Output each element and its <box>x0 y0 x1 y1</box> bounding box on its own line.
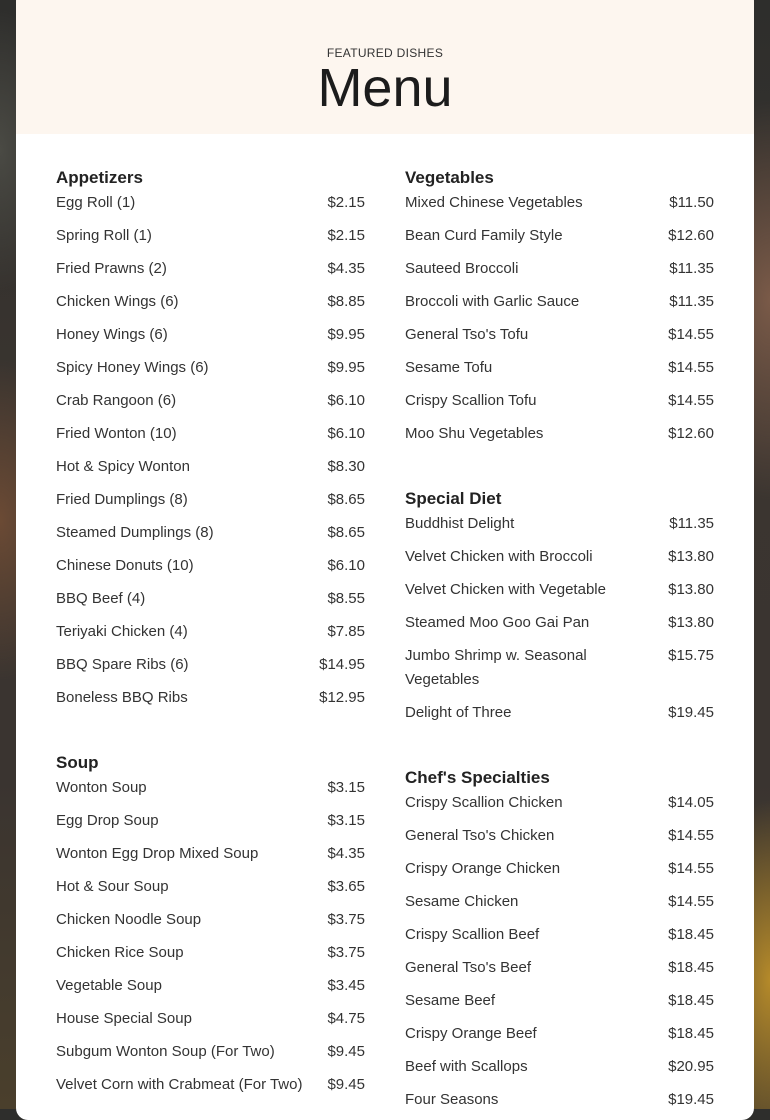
menu-item-name: Buddhist Delight <box>405 515 515 532</box>
menu-item-name: Teriyaki Chicken (4) <box>56 623 188 640</box>
menu-item-price: $18.45 <box>668 926 714 943</box>
menu-item-price: $13.80 <box>668 614 714 631</box>
menu-item-name: Honey Wings (6) <box>56 326 168 343</box>
menu-item-name: Egg Drop Soup <box>56 812 159 829</box>
menu-item-price: $7.85 <box>327 623 365 640</box>
menu-item-name: Moo Shu Vegetables <box>405 425 544 442</box>
menu-item <box>56 1040 365 1073</box>
menu-item-name: Wonton Egg Drop Mixed Soup <box>56 845 259 862</box>
menu-columns <box>56 134 714 1120</box>
menu-item-name: Hot & Sour Soup <box>56 878 169 895</box>
menu-item-name: Hot & Spicy Wonton <box>56 458 190 475</box>
menu-item-price: $3.75 <box>327 911 365 928</box>
menu-item-price: $8.30 <box>327 458 365 475</box>
menu-item-name: Velvet Chicken with Broccoli <box>405 548 593 565</box>
menu-item <box>405 824 714 857</box>
menu-item-price: $6.10 <box>327 557 365 574</box>
menu-item-name: Fried Prawns (2) <box>56 260 167 277</box>
menu-item-price: $6.10 <box>327 425 365 442</box>
menu-header <box>16 0 754 134</box>
menu-item-name: Velvet Chicken with Vegetable <box>405 581 606 598</box>
menu-item-name: Fried Wonton (10) <box>56 425 177 442</box>
menu-item-price: $18.45 <box>668 992 714 1009</box>
menu-item <box>405 290 714 323</box>
menu-item-price: $18.45 <box>668 1025 714 1042</box>
menu-item <box>405 389 714 422</box>
menu-item-price: $8.65 <box>327 491 365 508</box>
menu-item-price: $11.35 <box>669 293 714 310</box>
menu-item-name: Chicken Wings (6) <box>56 293 179 310</box>
menu-item-name: Sauteed Broccoli <box>405 260 519 277</box>
menu-item-name: Sesame Tofu <box>405 359 493 376</box>
menu-section-special-diet <box>405 488 714 734</box>
menu-item-name: Crispy Orange Chicken <box>405 860 561 877</box>
menu-item-price: $3.75 <box>327 944 365 961</box>
menu-item-name: Spicy Honey Wings (6) <box>56 359 209 376</box>
menu-item <box>405 644 714 701</box>
menu-item-name: BBQ Spare Ribs (6) <box>56 656 189 673</box>
menu-section-vegetables <box>405 167 714 455</box>
menu-item-name: Sesame Beef <box>405 992 496 1009</box>
menu-item-price: $2.15 <box>327 194 365 211</box>
menu-item <box>405 191 714 224</box>
menu-item-name: House Special Soup <box>56 1010 192 1027</box>
menu-item <box>56 974 365 1007</box>
menu-item-name: Delight of Three <box>405 704 512 721</box>
menu-item-name: Crispy Scallion Beef <box>405 926 540 943</box>
menu-item-name: General Tso's Tofu <box>405 326 529 343</box>
menu-item-price: $6.10 <box>327 392 365 409</box>
menu-item-price: $4.75 <box>327 1010 365 1027</box>
section-title: Vegetables <box>405 168 494 187</box>
menu-item-price: $2.15 <box>327 227 365 244</box>
menu-item-price: $4.35 <box>327 260 365 277</box>
section-title: Special Diet <box>405 489 502 508</box>
menu-item-name: Sesame Chicken <box>405 893 519 910</box>
menu-item-name: Crispy Scallion Tofu <box>405 392 537 409</box>
menu-item-name: Mixed Chinese Vegetables <box>405 194 583 211</box>
menu-section-chef-s-specialties <box>405 767 714 1120</box>
menu-item <box>56 389 365 422</box>
menu-item <box>56 809 365 842</box>
menu-item <box>56 356 365 389</box>
menu-item <box>56 941 365 974</box>
menu-item-price: $13.80 <box>668 548 714 565</box>
menu-item-name: Fried Dumplings (8) <box>56 491 188 508</box>
menu-item <box>56 455 365 488</box>
menu-item <box>56 1007 365 1040</box>
menu-item-price: $9.95 <box>327 359 365 376</box>
menu-item <box>405 989 714 1022</box>
menu-item <box>56 587 365 620</box>
menu-item-price: $18.45 <box>668 959 714 976</box>
menu-item-price: $3.15 <box>327 812 365 829</box>
menu-item <box>56 422 365 455</box>
menu-item-price: $20.95 <box>668 1058 714 1075</box>
menu-item-price: $14.95 <box>319 656 365 673</box>
menu-item-price: $19.45 <box>668 704 714 721</box>
menu-section-appetizers <box>56 167 365 719</box>
menu-item <box>56 224 365 257</box>
menu-item-price: $9.95 <box>327 326 365 343</box>
menu-item-price: $11.35 <box>669 260 714 277</box>
menu-card <box>16 0 754 1120</box>
menu-item-price: $14.05 <box>668 794 714 811</box>
menu-item <box>56 875 365 908</box>
menu-item-price: $14.55 <box>668 326 714 343</box>
menu-item <box>405 422 714 455</box>
menu-item-price: $12.60 <box>668 425 714 442</box>
menu-item-name: Boneless BBQ Ribs <box>56 689 188 706</box>
menu-item-name: Steamed Moo Goo Gai Pan <box>405 614 590 631</box>
menu-item-price: $14.55 <box>668 359 714 376</box>
menu-item <box>405 545 714 578</box>
menu-item-price: $9.45 <box>327 1076 365 1093</box>
menu-item <box>405 512 714 545</box>
menu-item-price: $15.75 <box>668 647 714 664</box>
menu-item-price: $3.45 <box>327 977 365 994</box>
menu-item-name: Jumbo Shrimp w. Seasonal Vegetables <box>405 647 587 688</box>
menu-item <box>405 791 714 824</box>
menu-item-price: $19.45 <box>668 1091 714 1108</box>
menu-column-left <box>56 134 365 1120</box>
menu-item-name: Four Seasons <box>405 1091 499 1108</box>
menu-item-name: Crispy Orange Beef <box>405 1025 537 1042</box>
menu-item-name: Vegetable Soup <box>56 977 162 994</box>
menu-item <box>56 191 365 224</box>
menu-item <box>405 323 714 356</box>
menu-item <box>56 323 365 356</box>
menu-item-name: Beef with Scallops <box>405 1058 528 1075</box>
menu-item <box>405 611 714 644</box>
menu-item-price: $11.50 <box>669 194 714 211</box>
menu-item <box>405 701 714 734</box>
menu-item-name: Spring Roll (1) <box>56 227 152 244</box>
menu-section-soup <box>56 752 365 1106</box>
menu-item-name: BBQ Beef (4) <box>56 590 146 607</box>
menu-item <box>56 1073 365 1106</box>
menu-item-price: $8.85 <box>327 293 365 310</box>
menu-item-name: Chinese Donuts (10) <box>56 557 194 574</box>
menu-item <box>56 842 365 875</box>
menu-item <box>56 620 365 653</box>
section-title: Soup <box>56 753 99 772</box>
menu-item <box>405 356 714 389</box>
menu-item-price: $3.65 <box>327 878 365 895</box>
menu-item-price: $12.60 <box>668 227 714 244</box>
menu-item-price: $3.15 <box>327 779 365 796</box>
menu-item <box>56 686 365 719</box>
menu-item-name: Steamed Dumplings (8) <box>56 524 214 541</box>
menu-item <box>56 776 365 809</box>
menu-item-price: $9.45 <box>327 1043 365 1060</box>
menu-item-price: $14.55 <box>668 827 714 844</box>
menu-item-name: General Tso's Chicken <box>405 827 555 844</box>
menu-item <box>405 923 714 956</box>
menu-item-price: $11.35 <box>669 515 714 532</box>
menu-item <box>405 956 714 989</box>
featured-dishes-label: FEATURED DISHES <box>326 46 444 60</box>
menu-item <box>405 1088 714 1120</box>
menu-item <box>405 224 714 257</box>
menu-item <box>405 257 714 290</box>
menu-item-name: Bean Curd Family Style <box>405 227 563 244</box>
menu-item-name: Velvet Corn with Crabmeat (For Two) <box>56 1076 303 1093</box>
menu-item-price: $12.95 <box>319 689 365 706</box>
menu-item <box>56 554 365 587</box>
menu-item-price: $14.55 <box>668 860 714 877</box>
menu-title: Menu <box>317 58 453 118</box>
menu-item-name: Subgum Wonton Soup (For Two) <box>56 1043 275 1060</box>
menu-item-name: General Tso's Beef <box>405 959 531 976</box>
menu-item <box>405 890 714 923</box>
menu-item-price: $8.55 <box>327 590 365 607</box>
menu-item-price: $8.65 <box>327 524 365 541</box>
menu-column-right <box>405 134 714 1120</box>
menu-item-price: $13.80 <box>668 581 714 598</box>
section-title: Chef's Specialties <box>405 768 550 787</box>
menu-item <box>56 290 365 323</box>
menu-item-price: $4.35 <box>327 845 365 862</box>
menu-item-price: $14.55 <box>668 392 714 409</box>
menu-item <box>56 488 365 521</box>
menu-item-name: Broccoli with Garlic Sauce <box>405 293 580 310</box>
menu-item <box>56 257 365 290</box>
menu-item <box>405 1055 714 1088</box>
menu-item <box>405 857 714 890</box>
menu-item <box>405 1022 714 1055</box>
menu-item-price: $14.55 <box>668 893 714 910</box>
menu-item <box>405 578 714 611</box>
menu-item <box>56 521 365 554</box>
section-title: Appetizers <box>56 168 143 187</box>
menu-item <box>56 908 365 941</box>
menu-item-name: Wonton Soup <box>56 779 147 796</box>
menu-item-name: Egg Roll (1) <box>56 194 136 211</box>
menu-item-name: Crab Rangoon (6) <box>56 392 177 409</box>
menu-item-name: Crispy Scallion Chicken <box>405 794 563 811</box>
menu-item-name: Chicken Rice Soup <box>56 944 184 961</box>
menu-item-name: Chicken Noodle Soup <box>56 911 202 928</box>
menu-item <box>56 653 365 686</box>
